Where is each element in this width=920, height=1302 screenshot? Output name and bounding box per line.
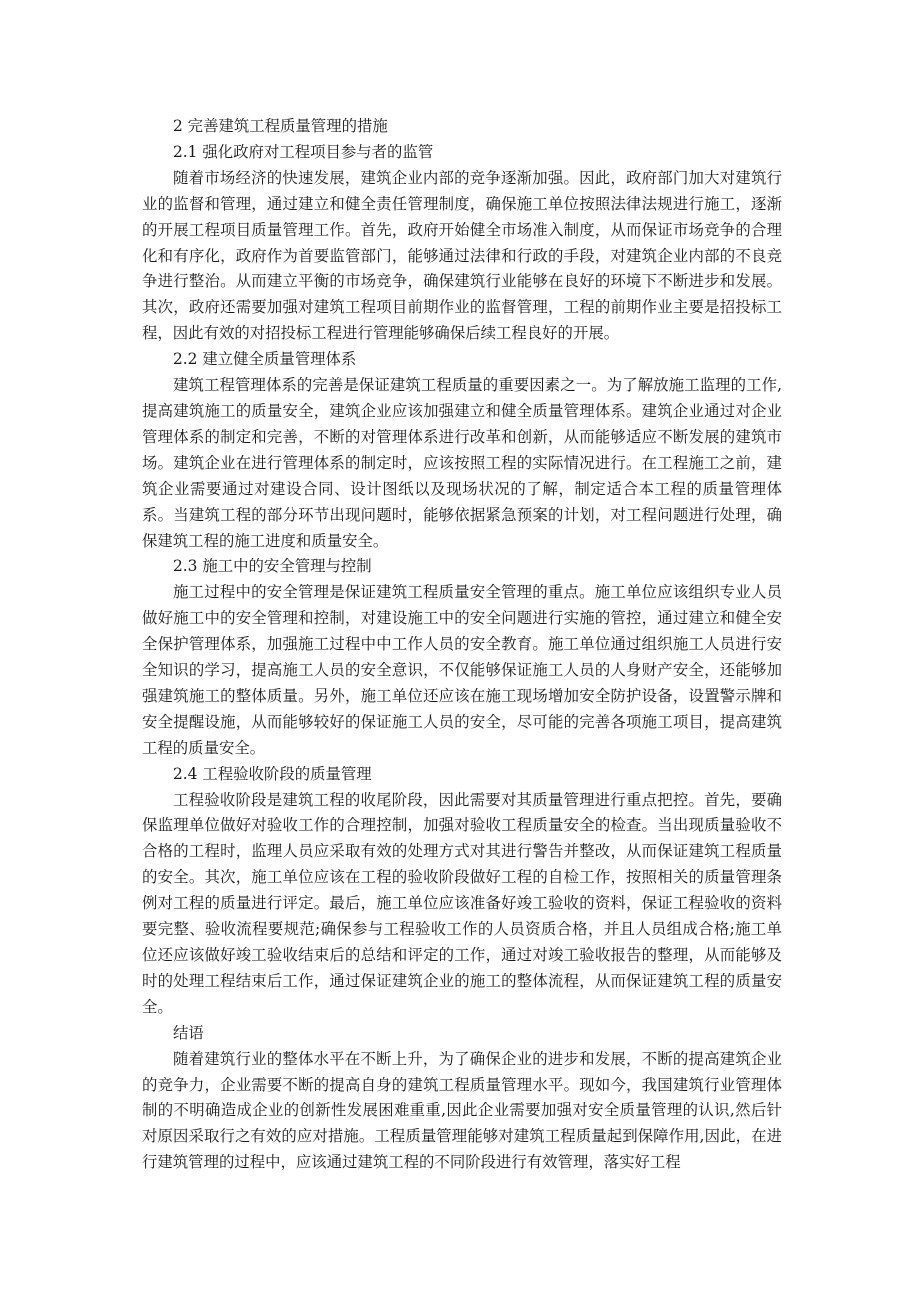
section-title: 2 完善建筑工程质量管理的措施 [173, 117, 388, 135]
subsection-heading-2-4: 2.4 工程验收阶段的质量管理 [173, 764, 372, 783]
paragraph-2-2: 建筑工程管理体系的完善是保证建筑工程质量的重要因素之一。为了解放施工监理的工作,提高建筑施工的质量安全，建筑企业应该加强建立和健全质量管理体系。建筑企业通过对企业管理体系的制定和完善，不断的对管理体系进行改革和创新，从而能够适应不断发展的建筑市场。建筑企业在进行管理体系的制定时，应该按照工程的实际情况进行。在工程施工之前，建筑企业需要通过对建设合同、设计图纸以及现场状况的了解，制定适合本工程的质量管理体系。当建筑工程的部分环节出现问题时，能够依据紧急预案的计划，对工程问题进行处理，确保建筑工程的施工进度和质量安全。 [142, 376, 782, 550]
document-body [142, 114, 782, 1176]
paragraph-2-4: 工程验收阶段是建筑工程的收尾阶段，因此需要对其质量管理进行重点把控。首先，要确保监理单位做好对验收工作的合理控制，加强对验收工程质量安全的检查。当出现质量验收不合格的工程时，监理人员应采取有效的处理方式对其进行警告并整改，从而保证建筑工程质量的安全。其次，施工单位应该在工程的验收阶段做好工程的自检工作，按照相关的质量管理条例对工程的质量进行评定。最后，施工单位应该准备好竣工验收的资料，保证工程验收的资料要完整、验收流程要规范;确保参与工程验收工作的人员资质合格，并且人员组成合格;施工单位还应该做好竣工验收结束后的总结和评定的工作，通过对竣工验收报告的整理，从而能够及时的处理工程结束后工作，通过保证建筑企业的施工的整体流程，从而保证建筑工程的质量安全。 [142, 790, 782, 1016]
subsection-heading-2-1: 2.1 强化政府对工程项目参与者的监管 [173, 142, 434, 161]
subsection-heading-2-3: 2.3 施工中的安全管理与控制 [173, 557, 372, 576]
conclusion-paragraph: 随着建筑行业的整体水平在不断上升，为了确保企业的进步和发展，不断的提高建筑企业的竞争力，企业需要不断的提高自身的建筑工程质量管理水平。现如今，我国建筑行业管理体制的不明确造成企业的创新性发展困难重重,因此企业需要加强对安全质量管理的认识,然后针对原因采取行之有效的应对措施。工程质量管理能够对建筑工程质量起到保障作用,因此，在进行建筑管理的过程中，应该通过建筑工程的不同阶段进行有效管理，落实好工程 [142, 1049, 782, 1172]
subsection-heading-2-2: 2.2 建立健全质量管理体系 [173, 350, 357, 369]
paragraph-2-1: 随着市场经济的快速发展，建筑企业内部的竞争逐渐加强。因此，政府部门加大对建筑行业的监督和管理，通过建立和健全责任管理制度，确保施工单位按照法律法规进行施工，逐渐的开展工程项目质量管理工作。首先，政府开始健全市场准入制度，从而保证市场竞争的合理化和有序化，政府作为首要监管部门，能够通过法律和行政的手段，对建筑企业内部的不良竞争进行整治。从而建立平衡的市场竞争，确保建筑行业能够在良好的环境下不断进步和发展。其次，政府还需要加强对建筑工程项目前期作业的监督管理，工程的前期作业主要是招投标工程，因此有效的对招投标工程进行管理能够确保后续工程良好的开展。 [142, 168, 782, 343]
paragraph-2-3: 施工过程中的安全管理是保证建筑工程质量安全管理的重点。施工单位应该组织专业人员做好施工中的安全管理和控制，对建设施工中的安全问题进行实施的管控，通过建立和健全安全保护管理体系，加强施工过程中中工作人员的安全教育。施工单位通过组织施工人员进行安全知识的学习，提高施工人员的安全意识，不仅能够保证施工人员的人身财产安全，还能够加强建筑施工的整体质量。另外，施工单位还应该在施工现场增加安全防护设备，设置警示牌和安全提醒设施，从而能够较好的保证施工人员的安全，尽可能的完善各项施工项目，提高建筑工程的质量安全。 [142, 583, 782, 757]
conclusion-heading: 结语 [173, 1023, 204, 1042]
